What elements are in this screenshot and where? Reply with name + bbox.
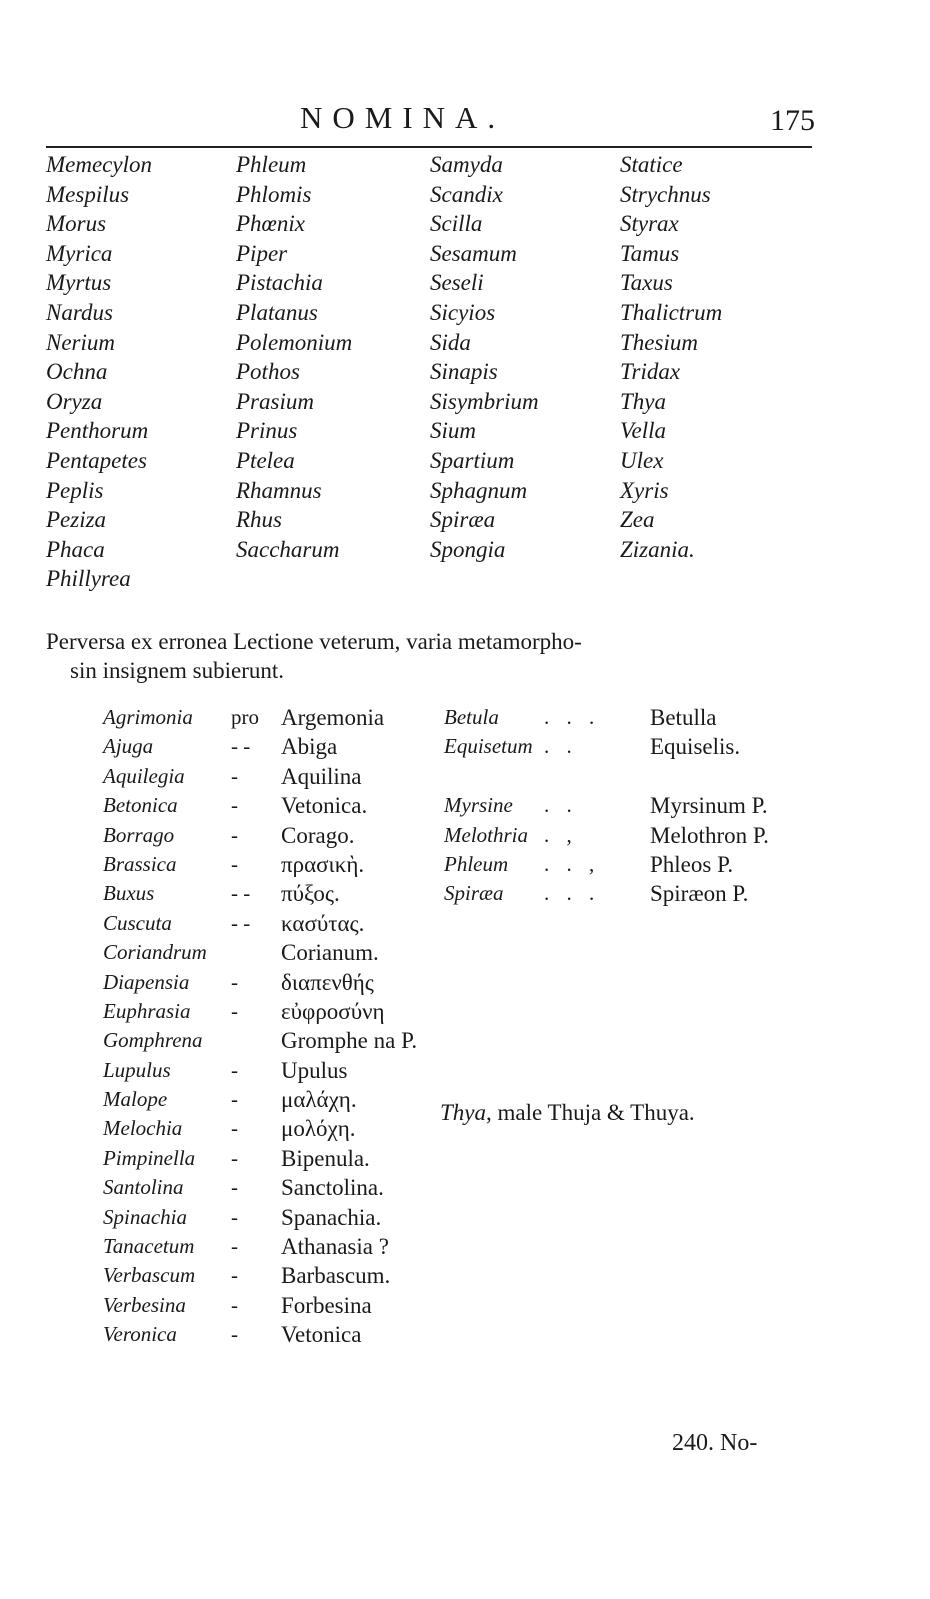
- separator: - -: [231, 910, 251, 935]
- plant-name: Prinus: [236, 418, 298, 444]
- intro-line-1: Perversa ex erronea Lectione veterum, varia metamorpho-: [46, 629, 582, 654]
- correction-row: [444, 791, 864, 820]
- separator: . . .: [544, 705, 601, 729]
- correct-form: μαλάχη.: [281, 1087, 357, 1113]
- plant-name: Peplis: [46, 477, 104, 503]
- correction-row: [103, 821, 443, 850]
- plant-name: Ptelea: [236, 447, 295, 473]
- correct-form: πύξος.: [281, 881, 340, 907]
- correct-form: Betulla: [650, 705, 717, 730]
- separator: -: [231, 822, 238, 847]
- plant-name: Myrtus: [46, 270, 112, 296]
- plant-name: Phaca: [46, 536, 105, 562]
- separator: -: [231, 1322, 238, 1347]
- corrections-table-left: [103, 703, 443, 1350]
- plant-name: Myrica: [46, 240, 113, 266]
- correction-row: [103, 791, 443, 820]
- correction-row: [103, 1173, 443, 1202]
- plant-name: Rhus: [236, 507, 282, 533]
- page-number: 175: [770, 104, 815, 137]
- correct-form: διαπενθής: [281, 969, 374, 995]
- plant-name: Xyris: [620, 477, 669, 503]
- names-column-1: [46, 150, 152, 594]
- correction-row: [103, 1232, 443, 1261]
- plant-name: Thesium: [620, 329, 698, 355]
- correction-row: [444, 821, 864, 850]
- plant-name: Nardus: [46, 299, 113, 325]
- plant-name: Spiræa: [430, 507, 496, 533]
- plant-name: Spartium: [430, 447, 515, 473]
- plant-name: Seseli: [430, 270, 484, 296]
- correct-form: Bipenula.: [281, 1145, 370, 1171]
- correct-form: Vetonica: [281, 1322, 362, 1348]
- correction-row: [444, 703, 864, 732]
- correct-form: Melothron P.: [650, 822, 769, 848]
- separator: - -: [231, 881, 251, 906]
- plant-name: Zea: [620, 507, 655, 533]
- correction-row: [103, 703, 443, 732]
- plant-name: Cuscuta: [103, 910, 172, 935]
- plant-name: Pimpinella: [103, 1145, 196, 1170]
- names-grid: [0, 150, 930, 600]
- separator: . .: [544, 734, 578, 759]
- catchword: 240. No-: [672, 1430, 758, 1456]
- plant-name: Ochna: [46, 359, 108, 385]
- names-column-4: [620, 150, 722, 564]
- plant-name: Vella: [620, 418, 666, 444]
- plant-name: Euphrasia: [103, 998, 191, 1023]
- correct-form: Gromphe na P.: [281, 1028, 418, 1054]
- correction-row: [103, 1114, 443, 1143]
- plant-name: Melochia: [103, 1116, 183, 1141]
- plant-name: Malope: [103, 1087, 168, 1112]
- plant-name: Samyda: [430, 152, 503, 177]
- plant-name: Verbesina: [103, 1292, 186, 1317]
- plant-name: Ajuga: [103, 734, 154, 759]
- plant-name: Sium: [430, 418, 476, 444]
- plant-name: Scilla: [430, 211, 483, 237]
- correction-row: [444, 850, 864, 879]
- plant-name: Aquilegia: [103, 763, 185, 788]
- correction-row: [103, 762, 443, 791]
- correct-form: Phleos P.: [650, 851, 734, 877]
- plant-name: Pistachia: [236, 270, 323, 296]
- correct-form: Forbesina: [281, 1292, 372, 1318]
- thya-note: [440, 1100, 695, 1126]
- plant-name: Gomphrena: [103, 1028, 203, 1053]
- correction-row: [103, 1056, 443, 1085]
- correct-form: Vetonica.: [281, 793, 368, 819]
- correct-form: Spiræon P.: [650, 881, 749, 907]
- correction-row: [103, 850, 443, 879]
- plant-name: Morus: [46, 211, 107, 237]
- separator: -: [231, 1234, 238, 1259]
- correct-form: Upulus: [281, 1057, 348, 1083]
- correct-form: Corianum.: [281, 940, 379, 966]
- correct-form: μολόχη.: [281, 1116, 356, 1142]
- separator: pro: [231, 705, 259, 729]
- plant-name: Brassica: [103, 851, 177, 876]
- correct-form: πρασικὴ.: [281, 851, 365, 877]
- correction-row: [103, 1085, 443, 1114]
- plant-name: Sinapis: [430, 359, 498, 385]
- correction-row: [103, 997, 443, 1026]
- separator: -: [231, 1087, 238, 1112]
- correction-row: [444, 732, 864, 761]
- plant-name: Memecylon: [46, 152, 152, 177]
- plant-name: Strychnus: [620, 181, 711, 207]
- separator: -: [231, 1116, 238, 1141]
- plant-name: Betula: [444, 705, 499, 729]
- plant-name: Piper: [236, 240, 288, 266]
- correction-row: [103, 732, 443, 761]
- correction-row: [103, 879, 443, 908]
- separator: -: [231, 998, 238, 1023]
- correction-row: [103, 938, 443, 967]
- plant-name: Platanus: [236, 299, 318, 325]
- correct-form: Equiselis.: [650, 734, 741, 760]
- plant-name: Verbascum: [103, 1263, 196, 1288]
- plant-name: Santolina: [103, 1175, 184, 1200]
- plant-name: Spiræa: [444, 881, 504, 906]
- names-column-3: [430, 150, 539, 564]
- plant-name: Phœnix: [236, 211, 305, 237]
- separator: -: [231, 1145, 238, 1170]
- plant-name: Sisymbrium: [430, 388, 539, 414]
- separator: -: [231, 1175, 238, 1200]
- correction-row: [103, 968, 443, 997]
- plant-name: Tanacetum: [103, 1234, 195, 1259]
- correct-form: Barbascum.: [281, 1263, 391, 1289]
- correction-row: [103, 1261, 443, 1290]
- plant-name: Lupulus: [103, 1057, 171, 1082]
- correct-form: Sanctolina.: [281, 1175, 384, 1201]
- plant-name: Phillyrea: [46, 566, 131, 592]
- plant-name: Thya: [620, 388, 666, 414]
- plant-name: Coriandrum: [103, 940, 207, 965]
- correction-row: [103, 1203, 443, 1232]
- correct-form: Abiga: [281, 734, 338, 760]
- plant-name: Diapensia: [103, 969, 190, 994]
- plant-name: Rhamnus: [236, 477, 322, 503]
- separator: -: [231, 1292, 238, 1317]
- correction-row: [444, 879, 864, 908]
- plant-name: Spongia: [430, 536, 506, 562]
- plant-name: Prasium: [236, 388, 314, 414]
- correct-form: Aquilina: [281, 763, 362, 789]
- intro-paragraph: [46, 627, 836, 685]
- separator: -: [231, 1204, 238, 1229]
- running-title: NOMINA.: [300, 100, 506, 135]
- plant-name: Myrsine: [444, 793, 513, 818]
- separator: . ,: [544, 822, 578, 847]
- separator: -: [231, 763, 238, 788]
- plant-name: Tridax: [620, 359, 681, 385]
- plant-name: Tamus: [620, 240, 680, 266]
- separator: -: [231, 793, 238, 818]
- correct-form: εὐφροσύνη: [281, 998, 385, 1024]
- plant-name: Nerium: [46, 329, 115, 355]
- plant-name: Sida: [430, 329, 471, 355]
- plant-name: Ulex: [620, 447, 664, 473]
- correct-form: Myrsinum P.: [650, 793, 768, 819]
- correct-form: κασύτας.: [281, 910, 365, 936]
- plant-name: Equisetum: [444, 734, 533, 759]
- correct-form: Athanasia ?: [281, 1234, 389, 1260]
- plant-name: Oryza: [46, 388, 103, 414]
- correct-form: Corago.: [281, 822, 355, 848]
- separator: -: [231, 1263, 238, 1288]
- plant-name: Statice: [620, 152, 683, 177]
- plant-name: Thalictrum: [620, 299, 723, 325]
- plant-name: Phleum: [236, 152, 307, 177]
- corrections-table-right: [444, 703, 864, 909]
- correction-row: [103, 1291, 443, 1320]
- separator: . . ,: [544, 851, 601, 876]
- plant-name: Zizania.: [620, 536, 695, 562]
- plant-name: Veronica: [103, 1322, 177, 1347]
- correction-row: [444, 762, 864, 791]
- plant-name: Scandix: [430, 181, 503, 207]
- correction-row: [103, 1026, 443, 1055]
- thya-note-text: , male Thuja & Thuya.: [486, 1100, 695, 1125]
- correct-form: Spanachia.: [281, 1204, 382, 1230]
- plant-name: Phlomis: [236, 181, 312, 207]
- separator: . . .: [544, 881, 601, 906]
- correct-form: Argemonia: [281, 705, 385, 730]
- separator: -: [231, 1057, 238, 1082]
- plant-name: Borrago: [103, 822, 175, 847]
- plant-name: Pentapetes: [46, 447, 147, 473]
- plant-name: Penthorum: [46, 418, 149, 444]
- plant-name: Sicyios: [430, 299, 496, 325]
- plant-name: Polemonium: [236, 329, 353, 355]
- plant-name: Mespilus: [46, 181, 130, 207]
- separator: . .: [544, 793, 578, 818]
- plant-name: Peziza: [46, 507, 107, 533]
- plant-name: Betonica: [103, 793, 178, 818]
- separator: - -: [231, 734, 251, 759]
- plant-name: Sesamum: [430, 240, 517, 266]
- plant-name: Melothria: [444, 822, 528, 847]
- correction-row: [103, 909, 443, 938]
- separator: -: [231, 969, 238, 994]
- header-rule: [46, 146, 812, 148]
- intro-line-2: sin insignem subierunt.: [70, 658, 285, 683]
- plant-name: Phleum: [444, 851, 509, 876]
- separator: -: [231, 851, 238, 876]
- plant-name: Sphagnum: [430, 477, 528, 503]
- thya-note-word: Thya: [440, 1100, 486, 1125]
- plant-name: Styrax: [620, 211, 679, 237]
- plant-name: Buxus: [103, 881, 155, 906]
- plant-name: Saccharum: [236, 536, 340, 562]
- correction-row: [103, 1144, 443, 1173]
- plant-name: Pothos: [236, 359, 300, 385]
- plant-name: Agrimonia: [103, 705, 193, 729]
- plant-name: Taxus: [620, 270, 673, 296]
- correction-row: [103, 1320, 443, 1349]
- names-column-2: [236, 150, 352, 564]
- plant-name: Spinachia: [103, 1204, 187, 1229]
